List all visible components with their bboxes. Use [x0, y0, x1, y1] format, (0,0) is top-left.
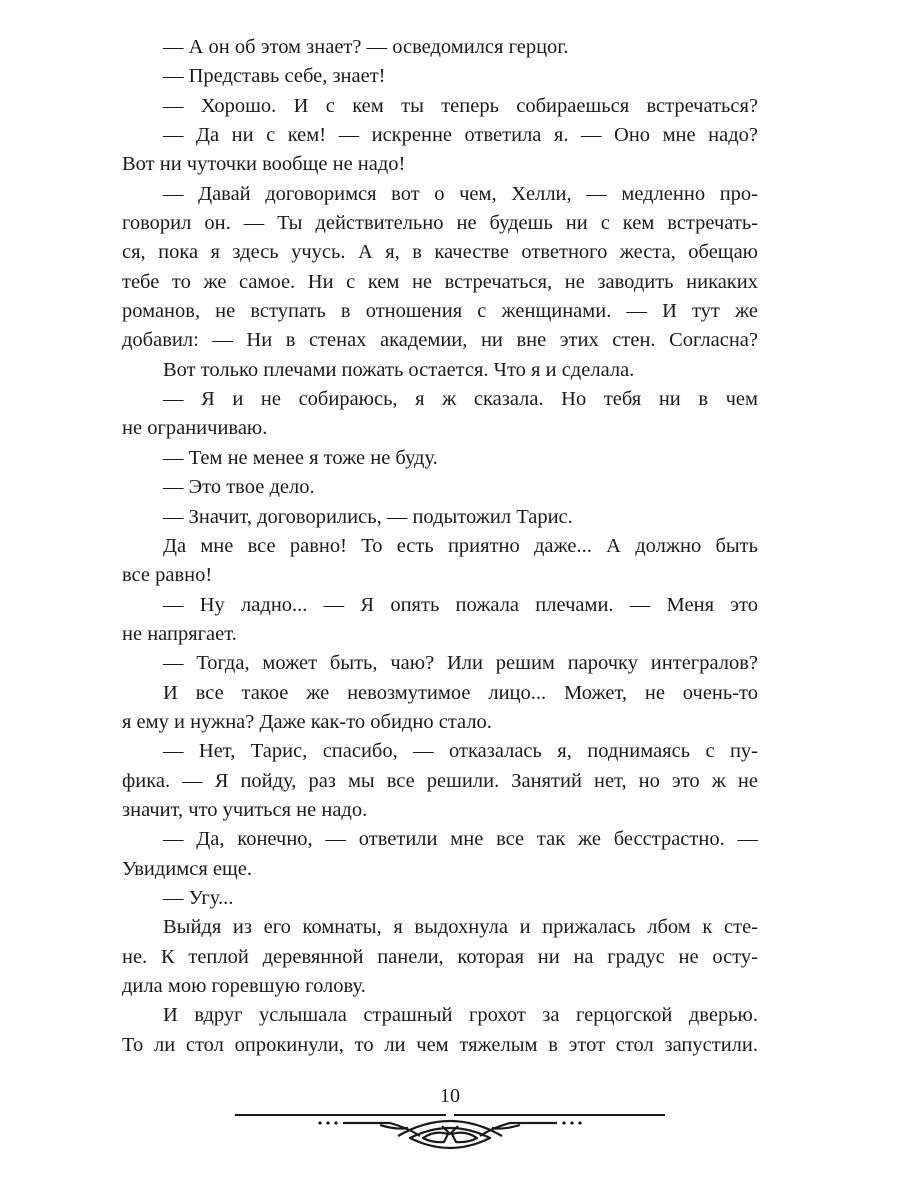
text-line: добавил: — Ни в стенах академии, ни вне этих стен. Согласна?: [122, 329, 758, 352]
text-line: — А он об этом знает? — осведомился герцог.: [163, 36, 569, 58]
text-line: — Ну ладно... — Я опять пожала плечами. — Меня это: [163, 593, 758, 616]
text-line: — Да ни с кем! — искренне ответила я. — Оно мне надо?: [163, 124, 758, 147]
text-line: не ограничиваю.: [122, 417, 268, 440]
text-line: — Хорошо. И с кем ты теперь собираешься встречаться?: [163, 94, 758, 117]
text-line: Вот ни чуточки вообще не надо!: [122, 153, 406, 176]
text-line: Выйдя из его комнаты, я выдохнула и прижалась лбом к сте-: [163, 916, 758, 939]
text-line: говорил он. — Ты действительно не будешь ни с кем встречать-: [122, 212, 758, 235]
text-line: Увидимся еще.: [122, 857, 252, 880]
text-line: — Тем не менее я тоже не буду.: [163, 446, 438, 469]
text-line: дила мою горевшую голову.: [122, 975, 366, 997]
text-line: — Значит, договорились, — подытожил Тарис.: [163, 505, 573, 528]
text-line: — Угу...: [163, 886, 234, 909]
text-line: — Да, конечно, — ответили мне все так же бесстрастно. —: [163, 828, 758, 851]
text-line: — Тогда, может быть, чаю? Или решим парочку интегралов?: [163, 652, 758, 675]
text-line: — Давай договоримся вот о чем, Хелли, — медленно про-: [163, 182, 758, 205]
text-line: ся, пока я здесь учусь. А я, в качестве ответного жеста, обещаю: [122, 241, 758, 264]
text-line: не напрягает.: [122, 622, 237, 645]
text-line: фика. — Я пойду, раз мы все решили. Занятий нет, но это ж не: [122, 769, 758, 792]
page-number: 10: [440, 1085, 460, 1107]
text-line: — Это твое дело.: [163, 476, 315, 499]
page-body-text: [122, 33, 758, 1060]
text-line: — Нет, Тарис, спасибо, — отказалась я, поднимаясь с пу-: [163, 740, 758, 763]
text-line: Вот только плечами пожать остается. Что я и сделала.: [163, 358, 635, 381]
text-line: значит, что учиться не надо.: [122, 798, 368, 821]
text-line: То ли стол опрокинули, то ли чем тяжелым в этот стол запустили.: [122, 1033, 758, 1056]
text-line: я ему и нужна? Даже как-то обидно стало.: [122, 710, 492, 733]
text-line: все равно!: [122, 564, 213, 587]
text-line: И все такое же невозмутимое лицо... Может, не очень-то: [163, 681, 758, 704]
text-line: — Я и не собираюсь, я ж сказала. Но тебя ни в чем: [163, 388, 758, 411]
text-line: тебе то же самое. Ни с кем не встречаться, не заводить никаких: [122, 270, 758, 293]
text-line: — Представь себе, знает!: [163, 65, 386, 88]
text-line: не. К теплой деревянной панели, которая ни на градус не осту-: [122, 945, 758, 968]
text-line: романов, не вступать в отношения с женщинами. — И тут же: [122, 300, 758, 323]
text-line: Да мне все равно! То есть приятно даже... А должно быть: [163, 534, 758, 557]
text-line: И вдруг услышала страшный грохот за герцогской дверью.: [163, 1004, 758, 1027]
decorative-divider-icon: [230, 1108, 670, 1168]
